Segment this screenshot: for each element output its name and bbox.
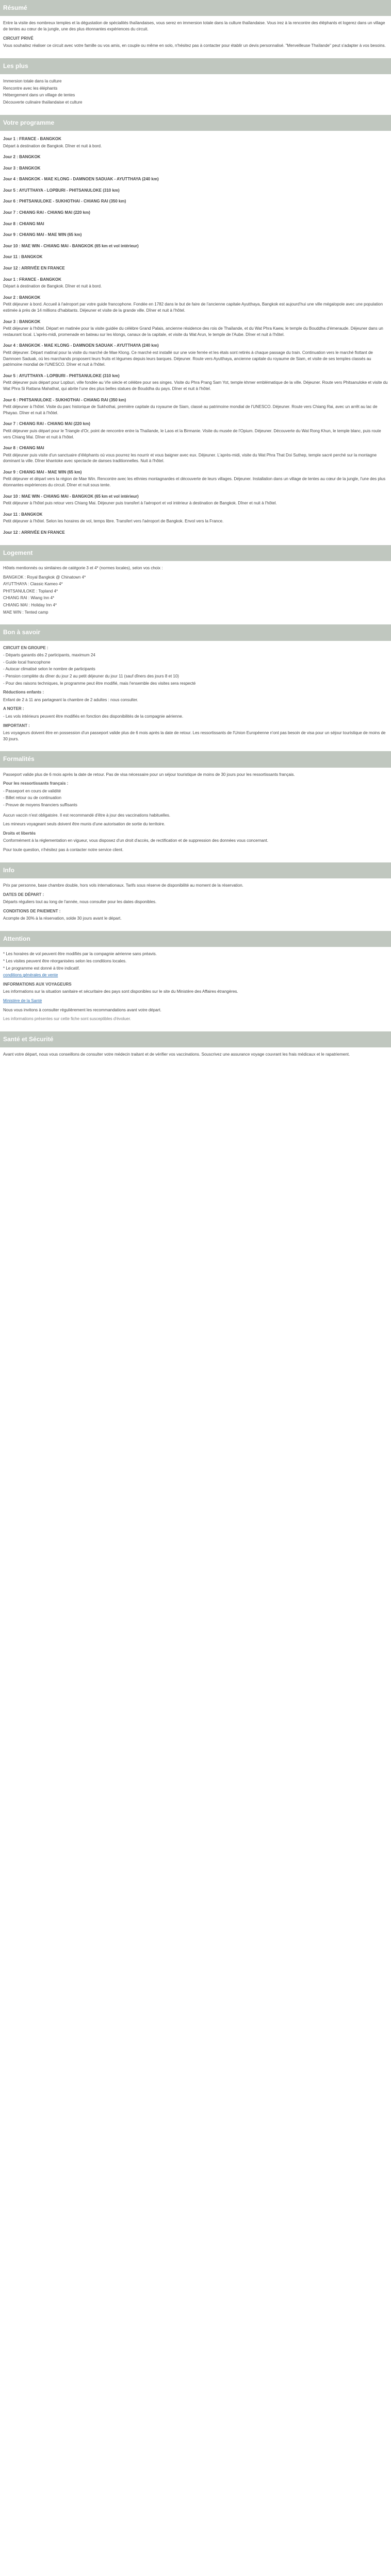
list-item: - Preuve de moyens financiers suffisants (3, 803, 77, 808)
resume-section (0, 20, 391, 48)
circuit-prive-heading: CIRCUIT PRIVÉ (3, 36, 34, 41)
list-item: - Pour des raisons techniques, le programme peut être modifié, mais l'ensemble des visites sera respecté (3, 681, 196, 686)
plus-list (3, 78, 388, 105)
rights-heading: Droits et libertés (3, 831, 36, 836)
circuit-prive-text: Vous souhaitez réaliser ce circuit avec votre famille ou vos amis, en couple ou même en solo, n'hésitez pas à contacter pour établir un devis personnalisé. "Merveilleuse Thaïlande" peut s'adapter à vos besoins. (3, 43, 386, 48)
sante-text: Avant votre départ, nous vous conseillons de consulter votre médecin traitant et de vérifier vos vaccinations. Souscrivez une assurance voyage couvrant les frais médicaux et le rapatriement. (3, 1052, 350, 1057)
detail-day-label: Jour 12 : ARRIVÉE EN FRANCE (3, 530, 65, 535)
day-label: Jour 12 : ARRIVÉE EN FRANCE (3, 266, 65, 271)
formalites-list-heading: Pour les ressortissants français : (3, 781, 69, 786)
dates-text: Départs réguliers tout au long de l'année, nous consulter pour les dates disponibles. (3, 900, 157, 905)
list-item: Immersion totale dans la culture (3, 79, 62, 84)
footer-note: Les informations présentes sur cette fiche sont susceptibles d'évoluer. (3, 1016, 131, 1022)
bon-section (0, 645, 391, 742)
detail-day-label: Jour 8 : CHIANG MAI (3, 446, 44, 451)
logement-list (3, 574, 388, 616)
day-label: Jour 8 : CHIANG MAI (3, 221, 44, 226)
list-item: Rencontre avec les éléphants (3, 86, 58, 91)
detail-day-text: Petit déjeuner puis départ pour Lopburi, ville fondée au VIe siècle et célèbre pour ses singes. Visite du Phra Prang Sam Yot, temple khmer emblématique de la ville. Déjeuner. Route vers Phitsanuloke et visite du Wat Phra Si Rattana Mahathat, qui abrite l'une des plus belles statues de Bouddha du pays. Dîner et nuit à l'hôtel. (3, 380, 388, 391)
day-label: Jour 3 : BANGKOK (3, 165, 41, 171)
ministere-link[interactable]: Ministère de la Santé (3, 998, 42, 1003)
circuit-groupe-list (3, 652, 388, 686)
formalites-extra-text: Les mineurs voyageant seuls doivent être munis d'une autorisation de sortie du territoire. (3, 822, 166, 827)
detail-day-text: Petit déjeuner à l'hôtel. Selon les horaires de vol, temps libre. Transfert vers l'aéroport de Bangkok. Envol vers la France. (3, 519, 224, 524)
list-item: - Autocar climatisé selon le nombre de participants (3, 667, 95, 672)
enfants-heading: Réductions enfants : (3, 690, 44, 695)
detail-day-label: Jour 1 : FRANCE - BANGKOK (3, 277, 61, 282)
detail-day-label: Jour 5 : AYUTTHAYA - LOPBURI - PHITSANULOKE (310 km) (3, 373, 120, 378)
formalites-list (3, 788, 388, 808)
day-label: Jour 2 : BANGKOK (3, 155, 41, 160)
list-item: - Départs garantis dès 2 participants, maximum 24 (3, 653, 95, 658)
detail-day-text: Petit déjeuner à bord. Accueil à l'aéroport par votre guide francophone. Fondée en 1782 dans le but de faire de l'ancienne capitale Ayutthaya, Bangkok est aujourd'hui une ville mégalopole avec une population estimée à près de 14 millions d'habitants. Déjeuner et visite de la grande ville. Dîner et nuit à l'hôtel. (3, 302, 383, 313)
detail-day-text: Départ à destination de Bangkok. Dîner et nuit à bord. (3, 284, 102, 289)
rights-text: Conformément à la réglementation en vigueur, vous disposez d'un droit d'accès, de rectification et de suppression des données vous concernant. (3, 838, 269, 843)
detail-day-text: Petit déjeuner à l'hôtel. Départ en matinée pour la visite guidée du célèbre Grand Palais, ancienne résidence des rois de Thaïlande, et du Wat Phra Kaew, le temple du Bouddha d'émeraude. Déjeuner dans un restaurant local. L'après-midi, promenade en bateau sur les klongs, canaux de la capitale, et visite du Wat Arun, le temple de l'Aube. Dîner et nuit à l'hôtel. (3, 326, 383, 337)
programme-section (0, 136, 391, 536)
formalites-text: Passeport valide plus de 6 mois après la date de retour. Pas de visa nécessaire pour un séjour touristique de moins de 30 jours pour les ressortissants français. (3, 772, 295, 777)
list-item: * Les visites peuvent être réorganisées selon les conditions locales. (3, 958, 127, 963)
day-label: Jour 5 : AYUTTHAYA - LOPBURI - PHITSANULOKE (310 km) (3, 188, 120, 193)
detail-day-text: Petit déjeuner. Départ matinal pour la visite du marché de Mae Klong. Ce marché est installé sur une voie ferrée et les étals sont retirés à chaque passage du train. Continuation vers le marché flottant de Damnoen Saduak, où les marchands proposent leurs fruits et légumes depuis leurs barques. Déjeuner. Route vers Ayutthaya, ancienne capitale du royaume de Siam, et visite de ses temples classés au patrimoine mondial de l'UNESCO. Dîner et nuit à l'hôtel. (3, 350, 373, 367)
section-header-attention: Attention (0, 931, 391, 947)
plus-section (0, 78, 391, 105)
day-label: Jour 7 : CHIANG RAI - CHIANG MAI (220 km) (3, 210, 90, 215)
detail-day-text: Petit déjeuner puis départ pour le Triangle d'Or, point de rencontre entre la Thaïlande, le Laos et la Birmanie. Visite du musée de l'Opium. Déjeuner. Découverte du Wat Rong Khun, le temple blanc, puis route vers Chiang Mai. Dîner et nuit à l'hôtel. (3, 428, 381, 439)
detail-day-text: Petit déjeuner à l'hôtel puis retour vers Chiang Mai. Déjeuner puis transfert à l'aéroport et vol intérieur à destination de Bangkok. Dîner et nuit à l'hôtel. (3, 501, 277, 506)
section-header-resume: Résumé (0, 0, 391, 16)
formalites-sante-text: Aucun vaccin n'est obligatoire. Il est recommandé d'être à jour des vaccinations habituelles. (3, 812, 171, 818)
detail-day-label: Jour 9 : CHIANG MAI - MAE WIN (65 km) (3, 469, 82, 474)
section-header-logement: Logement (0, 545, 391, 561)
attention-section (0, 951, 391, 1022)
detail-day-label: Jour 7 : CHIANG RAI - CHIANG MAI (220 km) (3, 421, 90, 427)
paiement-heading: CONDITIONS DE PAIEMENT : (3, 908, 61, 913)
list-item: MAE WIN : Tented camp (3, 609, 48, 615)
sante-section (0, 1052, 391, 1058)
conditions-link[interactable]: conditions générales de vente (3, 973, 58, 978)
circuit-groupe-heading: CIRCUIT EN GROUPE : (3, 645, 48, 650)
list-item: - Billet retour ou de continuation (3, 795, 61, 801)
list-item: CHIANG RAI : Wiang Inn 4* (3, 596, 55, 601)
section-header-bon: Bon à savoir (0, 624, 391, 640)
list-item: Hébergement dans un village de tentes (3, 93, 75, 98)
day-label: Jour 4 : BANGKOK - MAE KLONG - DAMNOEN SADUAK - AYUTTHAYA (240 km) (3, 177, 159, 182)
section-header-info: Info (0, 862, 391, 878)
detail-day-text: Petit déjeuner puis visite d'un sanctuaire d'éléphants où vous pourrez les nourrir et vous baigner avec eux. Déjeuner. L'après-midi, visite du Wat Phra That Doi Suthep, temple sacré perché sur la montagne dominant la ville. Dîner khantoke avec spectacle de danses traditionnelles. Nuit à l'hôtel. (3, 452, 377, 464)
logement-section (0, 565, 391, 615)
dates-heading: DATES DE DÉPART : (3, 892, 44, 897)
detail-day-label: Jour 11 : BANGKOK (3, 512, 43, 517)
list-item: - Pension complète du dîner du jour 2 au petit déjeuner du jour 11 (sauf dîners des jours 8 et 10) (3, 673, 179, 679)
section-header-plus: Les plus (0, 58, 391, 74)
list-item: - Guide local francophone (3, 659, 51, 665)
important-heading: IMPORTANT : (3, 723, 30, 728)
list-item: * Le programme est donné à titre indicatif. (3, 965, 80, 971)
prix-text: Prix par personne, base chambre double, hors vols internationaux. Tarifs sous réserve de disponibilité au moment de la réservation. (3, 883, 243, 888)
note-text: - Les vols intérieurs peuvent être modifiés en fonction des disponibilités de la compagnie aérienne. (3, 714, 184, 719)
list-item: * Les horaires de vol peuvent être modifiés par la compagnie aérienne sans préavis. (3, 952, 157, 957)
day-label: Jour 6 : PHITSANULOKE - SUKHOTHAI - CHIANG RAI (350 km) (3, 199, 126, 204)
detail-day-label: Jour 2 : BANGKOK (3, 295, 41, 300)
detail-day-label: Jour 6 : PHITSANULOKE - SUKHOTHAI - CHIANG RAI (350 km) (3, 397, 126, 402)
detail-day-label: Jour 4 : BANGKOK - MAE KLONG - DAMNOEN SADUAK - AYUTTHAYA (240 km) (3, 343, 159, 348)
detail-day-text: Petit déjeuner à l'hôtel. Visite du parc historique de Sukhothai, première capitale du royaume de Siam, classé au patrimoine mondial de l'UNESCO. Déjeuner. Route vers Chiang Rai, avec un arrêt au lac de Phayao. Dîner et nuit à l'hôtel. (3, 404, 378, 415)
day-text: Départ à destination de Bangkok. Dîner et nuit à bord. (3, 143, 102, 148)
important-text: Les voyageurs doivent être en possession d'un passeport valide plus de 6 mois après la date de retour. Les ressortissants de l'Union Européenne n'ont pas besoin de visa pour un séjour touristique de moins de 30 jours. (3, 731, 386, 741)
info-voyageurs-text: Les informations sur la situation sanitaire et sécuritaire des pays sont disponibles sur le site du Ministère des Affaires étrangères. (3, 989, 238, 994)
day-label: Jour 10 : MAE WIN - CHIANG MAI - BANGKOK (65 km et vol intérieur) (3, 243, 139, 248)
detail-day-text: Petit déjeuner et départ vers la région de Mae Win. Rencontre avec les ethnies montagnardes et découverte de leurs villages. Déjeuner. Installation dans un village de tentes au cœur de la jungle, l'une des plus étonnantes expériences du circuit. Dîner et nuit sous tente. (3, 477, 386, 488)
section-header-programme: Votre programme (0, 115, 391, 131)
enfants-text: Enfant de 2 à 11 ans partageant la chambre de 2 adultes : nous consulter. (3, 697, 138, 702)
paiement-text: Acompte de 30% à la réservation, solde 30 jours avant le départ. (3, 916, 122, 921)
list-item: BANGKOK : Royal Bangkok @ Chinatown 4* (3, 574, 86, 580)
detail-day-label: Jour 3 : BANGKOK (3, 319, 41, 324)
list-item: - Passeport en cours de validité (3, 788, 61, 793)
list-item: CHIANG MAI : Holiday Inn 4* (3, 603, 57, 607)
info-voyageurs-heading: INFORMATIONS AUX VOYAGEURS (3, 981, 72, 987)
day-label: Jour 11 : BANGKOK (3, 255, 43, 260)
ministere-text: Nous vous invitons à consulter régulièrement les recommandations avant votre départ. (3, 1007, 161, 1012)
section-header-sante: Santé et Sécurité (0, 1031, 391, 1047)
formalites-section (0, 772, 391, 853)
list-item: PHITSANULOKE : Topland 4* (3, 588, 58, 594)
resume-text: Entre la visite des nombreux temples et la dégustation de spécialités thaïlandaises, vous serez en immersion totale dans la culture thaïlandaise. Vous irez à la rencontre des éléphants et logerez dans un village de tentes au cœur de la jungle, une des plus étonnantes expériences du circuit. (3, 21, 385, 31)
day-label: Jour 1 : FRANCE - BANGKOK (3, 136, 61, 141)
page (0, 0, 391, 1061)
attention-list (3, 951, 388, 971)
detail-day-label: Jour 10 : MAE WIN - CHIANG MAI - BANGKOK (65 km et vol intérieur) (3, 494, 139, 499)
section-header-formalites: Formalités (0, 751, 391, 767)
contact-text: Pour toute question, n'hésitez pas à contacter notre service client. (3, 848, 124, 853)
list-item: AYUTTHAYA : Classic Kameo 4* (3, 582, 63, 587)
info-section (0, 883, 391, 922)
logement-intro: Hôtels mentionnés ou similaires de catégorie 3 et 4* (normes locales), selon vos choix : (3, 566, 163, 571)
day-label: Jour 9 : CHIANG MAI - MAE WIN (65 km) (3, 232, 82, 238)
list-item: Découverte culinaire thaïlandaise et culture (3, 99, 83, 105)
note-heading: A NOTER : (3, 706, 24, 711)
